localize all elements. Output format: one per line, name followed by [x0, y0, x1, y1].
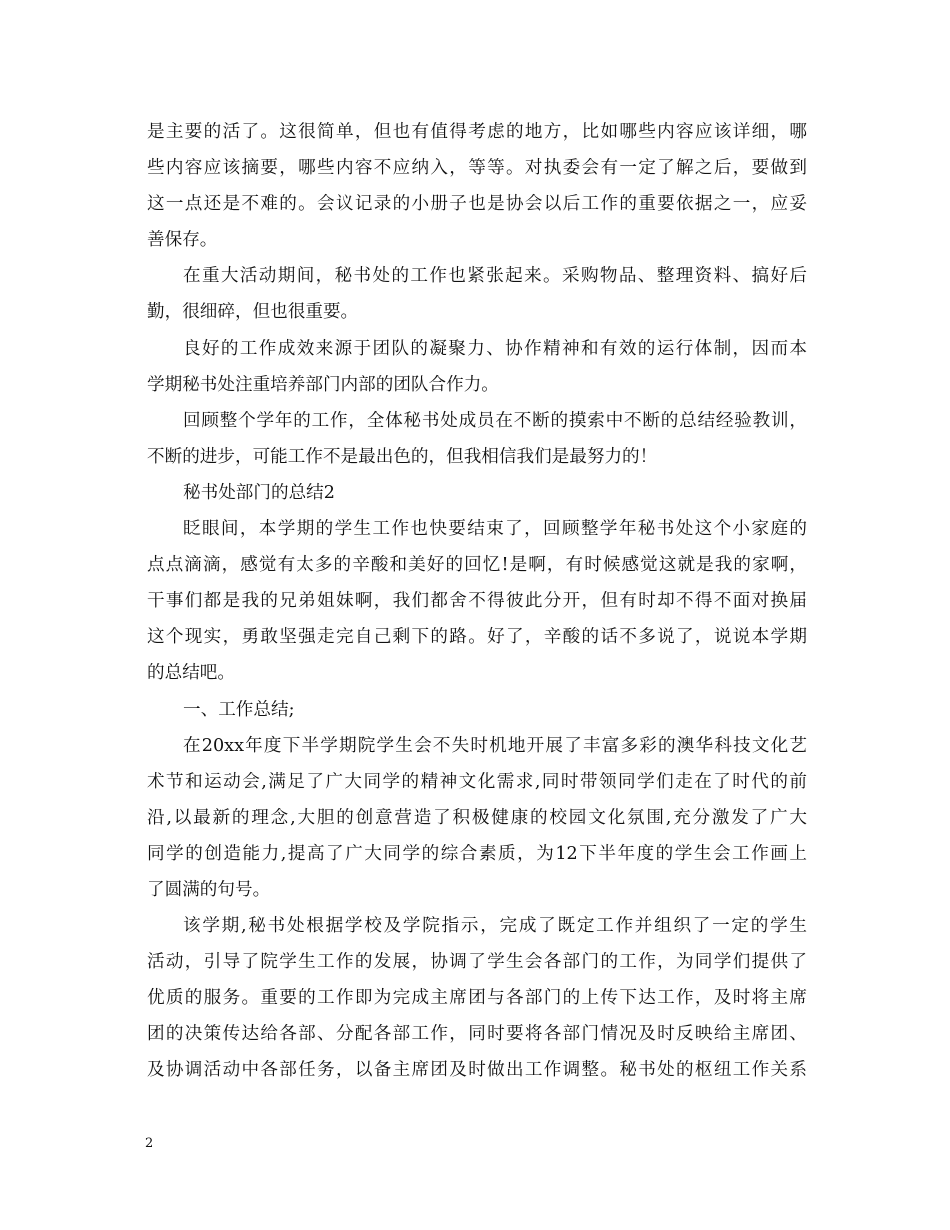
text-line: 回顾整个学年的工作，全体秘书处成员在不断的摸索中不断的总结经验教训， [183, 410, 807, 431]
text-line: 善保存。 [147, 230, 218, 251]
text-line: 在20xx年度下半学期院学生会不失时机地开展了丰富多彩的澳华科技文化艺 [183, 735, 807, 756]
text-line: 是主要的活了。这很简单，但也有值得考虑的地方，比如哪些内容应该详细，哪 [147, 122, 807, 142]
text-line: 这个现实，勇敢坚强走完自己剩下的路。好了，辛酸的话不多说了，说说本学期 [147, 627, 807, 648]
text-line: 活动，引导了院学生工作的发展，协调了学生会各部门的工作，为同学们提供了 [147, 952, 807, 973]
text-line: 术节和运动会,满足了广大同学的精神文化需求,同时带领同学们走在了时代的前 [147, 771, 807, 792]
text-line: 眨眼间，本学期的学生工作也快要结束了，回顾整学年秘书处这个小家庭的 [183, 519, 807, 540]
page-number: 2 [145, 1136, 154, 1151]
text-line: 沿,以最新的理念,大胆的创意营造了积极健康的校园文化氛围,充分激发了广大 [147, 807, 807, 828]
text-line: 秘书处部门的总结2 [183, 482, 335, 503]
text-line: 学期秘书处注重培养部门内部的团队合作力。 [147, 374, 499, 395]
text-line: 及协调活动中各部任务，以备主席团及时做出工作调整。秘书处的枢纽工作关系 [147, 1060, 807, 1081]
text-line: 勤，很细碎，但也很重要。 [147, 302, 359, 323]
text-line: 该学期,秘书处根据学校及学院指示，完成了既定工作并组织了一定的学生 [183, 916, 807, 937]
text-line: 些内容应该摘要，哪些内容不应纳入，等等。对执委会有一定了解之后，要做到 [147, 158, 807, 179]
text-line: 不断的进步，可能工作不是最出色的，但我相信我们是最努力的！ [147, 446, 658, 467]
text-line: 在重大活动期间，秘书处的工作也紧张起来。采购物品、整理资料、搞好后 [183, 266, 807, 287]
text-line: 优质的服务。重要的工作即为完成主席团与各部门的上传下达工作，及时将主席 [147, 988, 807, 1009]
text-line: 了圆满的句号。 [147, 879, 271, 900]
text-line: 这一点还是不难的。会议记录的小册子也是协会以后工作的重要依据之一，应妥 [147, 194, 807, 215]
text-line: 一、工作总结; [183, 699, 295, 720]
document-body [147, 114, 807, 1089]
text-line: 干事们都是我的兄弟姐妹啊，我们都舍不得彼此分开，但有时却不得不面对换届 [147, 591, 807, 612]
text-line: 良好的工作成效来源于团队的凝聚力、协作精神和有效的运行体制，因而本 [183, 338, 807, 359]
text-line: 团的决策传达给各部、分配各部工作，同时要将各部门情况及时反映给主席团、 [147, 1024, 807, 1045]
text-line: 的总结吧。 [147, 663, 235, 684]
text-line: 点点滴滴，感觉有太多的辛酸和美好的回忆!是啊，有时候感觉这就是我的家啊， [147, 555, 807, 576]
text-line: 同学的创造能力,提高了广大同学的综合素质，为12下半年度的学生会工作画上 [147, 843, 807, 864]
